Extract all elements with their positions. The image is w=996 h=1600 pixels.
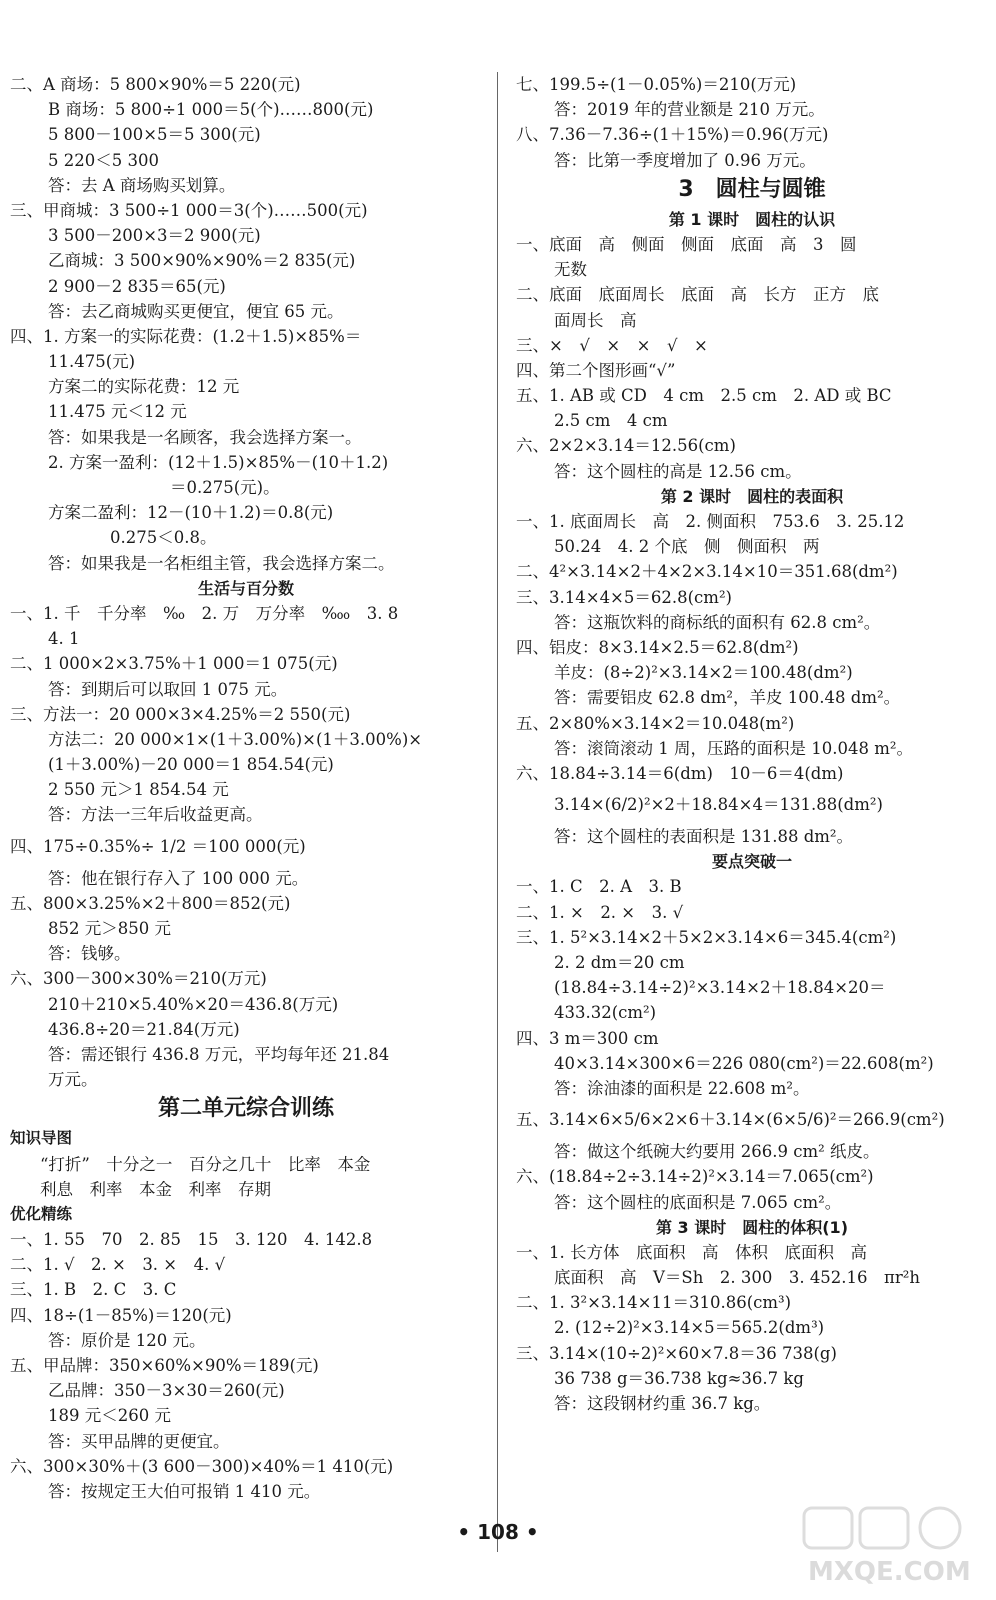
- text-line: 3 圆柱与圆锥: [678, 176, 826, 202]
- text-line: 答：买甲品牌的更便宜。: [48, 1431, 230, 1451]
- text-line: 五、2×80%×3.14×2＝10.048(m²): [516, 713, 795, 733]
- text-line: 答：需还银行 436.8 万元，平均每年还 21.84: [48, 1044, 390, 1064]
- text-line: (18.84÷3.14÷2)²×3.14×2＋18.84×20＝: [554, 978, 886, 998]
- text-line: 一、底面 高 侧面 侧面 底面 高 3 圆: [516, 234, 857, 254]
- text-line: 5 220＜5 300: [48, 150, 159, 170]
- text-line: 答：按规定王大伯可报销 1 410 元。: [48, 1481, 321, 1501]
- text-line: 五、1. AB 或 CD 4 cm 2.5 cm 2. AD 或 BC: [516, 386, 892, 406]
- text-line: 七、199.5÷(1－0.05%)＝210(万元): [516, 75, 797, 94]
- text-line: 方案二的实际花费：12 元: [48, 377, 240, 397]
- column-divider: [497, 72, 498, 1552]
- text-line: 答：如果我是一名柜组主管，我会选择方案二。: [48, 553, 395, 573]
- text-line: 答：做这个纸碗大约要用 266.9 cm² 纸皮。: [554, 1142, 880, 1162]
- text-line: B 商场：5 800÷1 000＝5(个)……800(元): [48, 100, 374, 120]
- text-line: 五、3.14×6×5/6×2×6＋3.14×(6×5/6)²＝266.9(cm²): [516, 1110, 945, 1130]
- text-line: 三、× √ × × √ ×: [516, 335, 708, 355]
- text-line: 4. 1: [48, 629, 80, 649]
- text-line: 底面积 高 V＝Sh 2. 300 3. 452.16 πr²h: [554, 1268, 921, 1288]
- text-line: 答：2019 年的营业额是 210 万元。: [554, 100, 825, 120]
- text-line: 第 1 课时 圆柱的认识: [668, 209, 836, 229]
- text-line: 八、7.36－7.36÷(1＋15%)＝0.96(万元): [516, 125, 829, 145]
- text-line: 第 3 课时 圆柱的体积(1): [655, 1217, 849, 1237]
- text-line: 答：这个圆柱的表面积是 131.88 dm²。: [554, 827, 854, 847]
- page-number: • 108 •: [457, 1520, 539, 1544]
- text-line: 四、1. 方案一的实际花费：(1.2＋1.5)×85%＝: [10, 326, 362, 346]
- text-line: 第二单元综合训练: [157, 1096, 334, 1122]
- text-line: 答：涂油漆的面积是 22.608 m²。: [554, 1078, 810, 1098]
- text-line: 一、1. 长方体 底面积 高 体积 底面积 高: [516, 1242, 867, 1262]
- text-line: 2.5 cm 4 cm: [554, 411, 668, 431]
- text-line: 189 元＜260 元: [48, 1406, 171, 1426]
- text-line: 答：这段钢材约重 36.7 kg。: [554, 1394, 771, 1413]
- text-line: 六、18.84÷3.14＝6(dm) 10－6＝4(dm): [516, 763, 844, 783]
- text-line: 四、175÷0.35%÷ 1/2 ＝100 000(元): [10, 836, 306, 856]
- text-line: 2. (12÷2)²×3.14×5＝565.2(dm³): [554, 1318, 825, 1338]
- text-line: 三、3.14×(10÷2)²×60×7.8＝36 738(g): [516, 1343, 837, 1363]
- text-line: 三、3.14×4×5＝62.8(cm²): [516, 587, 732, 607]
- text-line: 答：方法一三年后收益更高。: [48, 805, 263, 825]
- watermark-logo: [800, 1504, 980, 1588]
- text-line: 答：去乙商城购买更便宜，便宜 65 元。: [48, 301, 344, 321]
- text-line: ＝0.275(元)。: [170, 478, 280, 497]
- text-line: 210＋210×5.40%×20＝436.8(万元): [48, 994, 339, 1014]
- text-line: 433.32(cm²): [554, 1003, 657, 1023]
- text-line: 知识导图: [10, 1129, 73, 1148]
- text-line: 六、300×30%＋(3 600－300)×40%＝1 410(元): [10, 1456, 394, 1476]
- text-line: 三、1. B 2. C 3. C: [10, 1280, 177, 1300]
- text-line: 40×3.14×300×6＝226 080(cm²)＝22.608(m²): [554, 1053, 934, 1073]
- text-line: 2. 2 dm＝20 cm: [554, 953, 685, 972]
- text-line: 答：需要铝皮 62.8 dm²，羊皮 100.48 dm²。: [554, 688, 901, 708]
- text-line: 5 800－100×5＝5 300(元): [48, 125, 261, 145]
- text-line: 六、2×2×3.14＝12.56(cm): [516, 436, 736, 456]
- text-line: 3.14×(6/2)²×2＋18.84×4＝131.88(dm²): [554, 795, 883, 815]
- text-line: 11.475 元＜12 元: [48, 402, 187, 422]
- text-line: 二、1 000×2×3.75%＋1 000＝1 075(元): [10, 654, 338, 674]
- text-line: 2 900－2 835＝65(元): [48, 276, 226, 296]
- text-line: 方法二：20 000×1×(1＋3.00%)×(1＋3.00%)×: [48, 729, 423, 749]
- text-line: 二、A 商场：5 800×90%＝5 220(元): [10, 75, 301, 94]
- text-line: 羊皮：(8÷2)²×3.14×2＝100.48(dm²): [554, 663, 853, 683]
- text-line: 二、底面 底面周长 底面 高 长方 正方 底: [516, 285, 879, 305]
- text-line: 36 738 g＝36.738 kg≈36.7 kg: [554, 1368, 804, 1388]
- text-line: 一、1. 55 70 2. 85 15 3. 120 4. 142.8: [10, 1230, 373, 1250]
- text-line: (1＋3.00%)－20 000＝1 854.54(元): [48, 755, 334, 775]
- text-line: 面周长 高: [554, 310, 637, 330]
- text-line: 2 550 元＞1 854.54 元: [48, 780, 229, 800]
- text-line: 852 元＞850 元: [48, 919, 171, 938]
- text-line: 二、4²×3.14×2＋4×2×3.14×10＝351.68(dm²): [516, 562, 898, 582]
- text-line: 三、方法一：20 000×3×4.25%＝2 550(元): [10, 704, 351, 724]
- text-line: 答：这瓶饮料的商标纸的面积有 62.8 cm²。: [554, 612, 881, 632]
- text-line: 二、1. 3²×3.14×11＝310.86(cm³): [516, 1293, 792, 1313]
- text-line: 436.8÷20＝21.84(万元): [48, 1019, 240, 1039]
- left-column: [10, 72, 482, 1504]
- text-line: 方案二盈利：12－(10＋1.2)＝0.8(元): [48, 503, 334, 523]
- right-column: [516, 72, 988, 1416]
- text-line: “打折” 十分之一 百分之几十 比率 本金: [40, 1154, 371, 1174]
- text-line: 答：到期后可以取回 1 075 元。: [48, 679, 288, 699]
- text-line: 答：这个圆柱的高是 12.56 cm。: [554, 461, 802, 481]
- text-line: 生活与百分数: [197, 578, 294, 598]
- text-line: 答：如果我是一名顾客，我会选择方案一。: [48, 427, 362, 447]
- text-line: 答：去 A 商场购买划算。: [48, 175, 236, 195]
- text-line: 一、1. C 2. A 3. B: [516, 877, 682, 897]
- text-line: 答：钱够。: [48, 944, 131, 964]
- text-line: 答：比第一季度增加了 0.96 万元。: [554, 150, 816, 170]
- text-line: 四、3 m＝300 cm: [516, 1028, 659, 1048]
- text-line: 3 500－200×3＝2 900(元): [48, 226, 261, 246]
- text-line: 一、1. 底面周长 高 2. 侧面积 753.6 3. 25.12: [516, 512, 905, 531]
- text-line: 一、1. 千 千分率 ‰ 2. 万 万分率 ‱ 3. 8: [10, 603, 399, 623]
- svg-text:MXQE.COM: MXQE.COM: [808, 1557, 971, 1587]
- text-line: 答：原价是 120 元。: [48, 1330, 206, 1350]
- text-line: 无数: [554, 260, 587, 280]
- text-line: 利息 利率 本金 利率 存期: [40, 1179, 271, 1199]
- text-line: 11.475(元): [48, 352, 136, 372]
- text-line: 答：滚筒滚动 1 周，压路的面积是 10.048 m²。: [554, 738, 913, 758]
- text-line: 答：他在银行存入了 100 000 元。: [48, 868, 309, 888]
- text-line: 乙品牌：350－3×30＝260(元): [48, 1381, 285, 1401]
- text-line: 答：这个圆柱的底面积是 7.065 cm²。: [554, 1192, 842, 1212]
- text-line: 二、1. √ 2. × 3. × 4. √: [10, 1255, 226, 1275]
- text-line: 六、(18.84÷2÷3.14÷2)²×3.14＝7.065(cm²): [516, 1167, 874, 1187]
- text-line: 四、18÷(1－85%)＝120(元): [10, 1305, 232, 1325]
- text-line: 50.24 4. 2 个底 侧 侧面积 两: [554, 537, 820, 557]
- text-line: 四、铝皮：8×3.14×2.5＝62.8(dm²): [516, 637, 799, 657]
- text-line: 四、第二个图形画“√”: [516, 360, 676, 380]
- text-line: 二、1. × 2. × 3. √: [516, 902, 684, 922]
- text-line: 三、甲商城：3 500÷1 000＝3(个)……500(元): [10, 200, 368, 220]
- text-line: 要点突破一: [711, 852, 792, 872]
- text-line: 2. 方案一盈利：(12＋1.5)×85%－(10＋1.2): [48, 452, 389, 472]
- text-line: 万元。: [48, 1070, 98, 1090]
- text-line: 五、甲品牌：350×60%×90%＝189(元): [10, 1356, 319, 1375]
- text-line: 乙商城：3 500×90%×90%＝2 835(元): [48, 251, 356, 271]
- text-line: 六、300－300×30%＝210(万元): [10, 969, 267, 989]
- text-line: 优化精练: [10, 1204, 73, 1223]
- text-line: 五、800×3.25%×2＋800＝852(元): [10, 893, 291, 913]
- text-line: 0.275＜0.8。: [110, 528, 217, 548]
- text-line: 第 2 课时 圆柱的表面积: [660, 486, 844, 506]
- text-line: 三、1. 5²×3.14×2＋5×2×3.14×6＝345.4(cm²): [516, 927, 897, 947]
